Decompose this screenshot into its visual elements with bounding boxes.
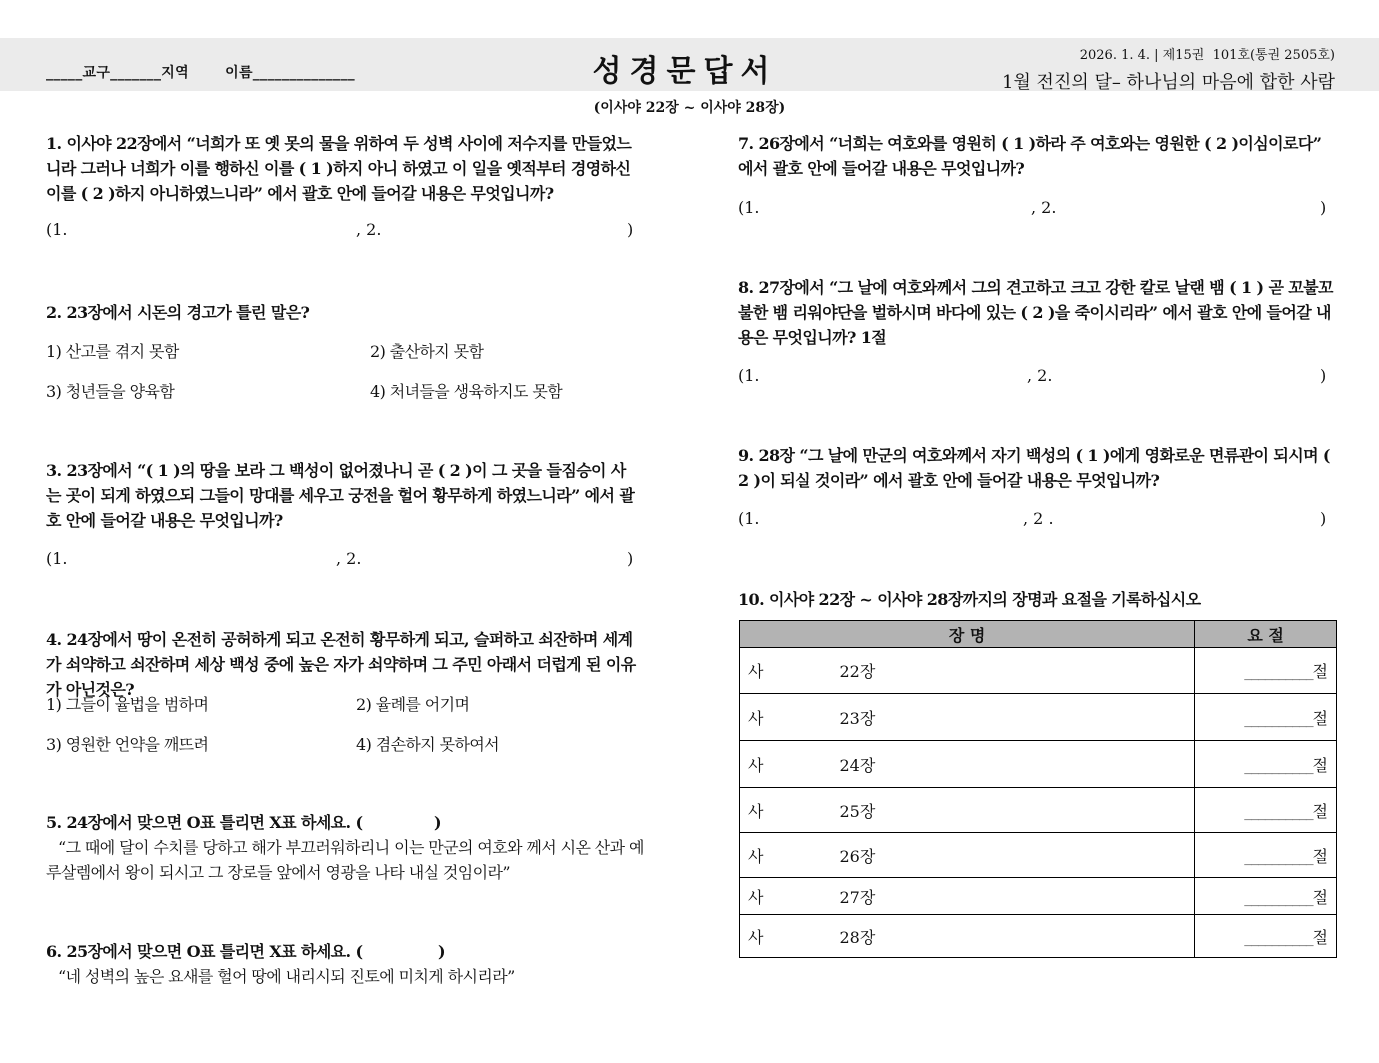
verse-suffix: 절 [1312, 887, 1328, 907]
answer-mid[interactable]: , 2. [1031, 198, 1057, 217]
book-abbr: 사 [748, 887, 764, 907]
question-5: 5. 24장에서 맞으면 O표 틀리면 X표 하세요. ( [46, 813, 363, 832]
book-abbr: 사 [748, 755, 764, 775]
q4-option-1[interactable]: 1) 그들이 율법을 범하며 [46, 695, 209, 714]
monthly-theme: 1월 전진의 달– 하나님의 마음에 합한 사람 [1002, 72, 1335, 93]
answer-open: (1. [46, 220, 68, 239]
issue-info: 2026. 1. 4. | 제15권 101호(통권 2505호) [1079, 48, 1335, 63]
table-row [740, 741, 1337, 788]
book-abbr: 사 [748, 708, 764, 728]
table-row [740, 833, 1337, 878]
answer-mid[interactable]: , 2. [336, 549, 362, 568]
q4-option-4[interactable]: 4) 겸손하지 못하여서 [356, 735, 500, 754]
question-3: 3. 23장에서 “( 1 )의 땅을 보라 그 백성이 없어졌나니 곧 ( 2 )이 그 곳을 들짐승이 사는 곳이 되게 하였으되 그들이 망대를 세우고 궁전을 헐어 황무하게 하였느니라” 에서 괄호 안에 들어갈 내용은 무엇입니까? [46, 461, 635, 530]
chapter-cell[interactable] [740, 694, 1195, 741]
verse-suffix: 절 [1312, 927, 1328, 947]
question-7: 7. 26장에서 “너희는 여호와를 영원히 ( 1 )하라 주 여호와는 영원한 ( 2 )이심이로다” 에서 괄호 안에 들어갈 내용은 무엇입니까? [738, 134, 1322, 178]
q2-option-3[interactable]: 3) 청년들을 양육함 [46, 382, 175, 401]
table-row [740, 878, 1337, 915]
verse-cell[interactable] [1195, 694, 1337, 741]
column-header-key-verse: 요 절 [1195, 621, 1337, 648]
table-row [740, 694, 1337, 741]
verse-suffix: 절 [1312, 801, 1328, 821]
book-abbr: 사 [748, 801, 764, 821]
q4-option-2[interactable]: 2) 율례를 어기며 [356, 695, 470, 714]
scripture-range: (이사야 22장 ~ 이사야 28장) [593, 100, 786, 116]
answer-open: (1. [738, 366, 760, 385]
verse-suffix: 절 [1312, 662, 1328, 681]
answer-close: ) [627, 549, 634, 568]
chapter-number: 26장 [839, 846, 876, 866]
book-abbr: 사 [748, 927, 764, 947]
verse-suffix: 절 [1312, 708, 1328, 728]
verse-suffix: 절 [1312, 846, 1328, 866]
table-row [740, 788, 1337, 833]
verse-blank[interactable]: __________ [1244, 850, 1313, 866]
answer-mid[interactable]: , 2. [356, 220, 382, 239]
chapter-summary-table [739, 620, 1337, 958]
question-10: 10. 이사야 22장 ~ 이사야 28장까지의 장명과 요절을 기록하십시오 [738, 590, 1201, 609]
table-row [740, 648, 1337, 694]
question-1: 1. 이사야 22장에서 “너희가 또 옛 못의 물을 위하여 두 성벽 사이에 저수지를 만들었느니라 그러나 너희가 이를 행하신 이를 ( 1 )하지 아니 하였고 이 일을 옛적부터 경영하신 이를 ( 2 )하지 아니하였느니라” 에서 괄호 안에 들어갈 내용은 무엇입니까? [46, 134, 632, 203]
chapter-number: 28장 [839, 927, 876, 947]
verse-blank[interactable]: __________ [1244, 712, 1313, 728]
chapter-number: 22장 [839, 662, 876, 681]
q4-option-3[interactable]: 3) 영원한 언약을 깨뜨려 [46, 735, 209, 754]
chapter-cell[interactable] [740, 648, 1195, 694]
verse-cell[interactable] [1195, 878, 1337, 915]
q5-quote: “그 때에 달이 수치를 당하고 해가 부끄러워하리니 이는 만군의 여호와 께서 시온 산과 예루살렘에서 왕이 되시고 그 장로들 앞에서 영광을 나타 내실 것임이라” [46, 838, 644, 882]
answer-close: ) [1320, 366, 1327, 385]
table-row [740, 915, 1337, 958]
answer-mid[interactable]: , 2. [1027, 366, 1053, 385]
table-header-row [740, 621, 1337, 648]
verse-cell[interactable] [1195, 788, 1337, 833]
question-9: 9. 28장 “그 날에 만군의 여호와께서 자기 백성의 ( 1 )에게 영화로운 면류관이 되시며 ( 2 )이 되실 것이라” 에서 괄호 안에 들어갈 내용은 무엇입니까? [738, 446, 1330, 490]
q5-answer-close[interactable]: ) [434, 813, 441, 832]
column-header-chapter-name: 장 명 [740, 621, 1195, 648]
verse-cell[interactable] [1195, 915, 1337, 958]
verse-cell[interactable] [1195, 741, 1337, 788]
chapter-number: 25장 [839, 801, 876, 821]
book-abbr: 사 [748, 662, 764, 681]
chapter-number: 23장 [839, 708, 876, 728]
answer-close: ) [1320, 198, 1327, 217]
verse-blank[interactable]: __________ [1244, 666, 1313, 681]
question-4: 4. 24장에서 땅이 온전히 공허하게 되고 온전히 황무하게 되고, 슬퍼하고 쇠잔하며 세계가 쇠약하고 쇠잔하며 세상 백성 중에 높은 자가 쇠약하며 그 주민 아래서 더럽게 된 이유가 아닌것은? [46, 630, 636, 699]
q6-answer-close[interactable]: ) [438, 942, 445, 961]
book-abbr: 사 [748, 846, 764, 866]
verse-blank[interactable]: __________ [1244, 805, 1313, 821]
q6-quote: “네 성벽의 높은 요새를 헐어 땅에 내리시되 진토에 미치게 하시리라” [58, 967, 515, 986]
answer-open: (1. [738, 509, 760, 528]
q2-option-2[interactable]: 2) 출산하지 못함 [370, 342, 484, 361]
name-fill-line[interactable]: _____교구_______지역 이름______________ [46, 65, 355, 81]
verse-cell[interactable] [1195, 833, 1337, 878]
answer-close: ) [1320, 509, 1327, 528]
answer-close: ) [627, 220, 634, 239]
chapter-cell[interactable] [740, 833, 1195, 878]
verse-blank[interactable]: __________ [1244, 759, 1313, 775]
document-title: 성경문답서 [592, 54, 778, 89]
verse-cell[interactable] [1195, 648, 1337, 694]
verse-blank[interactable]: __________ [1244, 931, 1313, 947]
verse-blank[interactable]: __________ [1244, 891, 1313, 907]
chapter-number: 27장 [839, 887, 876, 907]
chapter-cell[interactable] [740, 878, 1195, 915]
chapter-cell[interactable] [740, 915, 1195, 958]
chapter-cell[interactable] [740, 741, 1195, 788]
answer-open: (1. [46, 549, 68, 568]
answer-open: (1. [738, 198, 760, 217]
verse-suffix: 절 [1312, 755, 1328, 775]
question-2: 2. 23장에서 시돈의 경고가 틀린 말은? [46, 303, 310, 322]
chapter-cell[interactable] [740, 788, 1195, 833]
q2-option-1[interactable]: 1) 산고를 겪지 못함 [46, 342, 179, 361]
answer-mid[interactable]: , 2 . [1023, 509, 1054, 528]
question-6: 6. 25장에서 맞으면 O표 틀리면 X표 하세요. ( [46, 942, 363, 961]
question-8: 8. 27장에서 “그 날에 여호와께서 그의 견고하고 크고 강한 칼로 날랜 뱀 ( 1 ) 곧 꼬불꼬불한 뱀 리워야단을 벌하시며 바다에 있는 ( 2 )을 죽이시리라” 에서 괄호 안에 들어갈 내용은 무엇입니까? 1절 [738, 278, 1333, 347]
q2-option-4[interactable]: 4) 처녀들을 생육하지도 못함 [370, 382, 563, 401]
chapter-number: 24장 [839, 755, 876, 775]
